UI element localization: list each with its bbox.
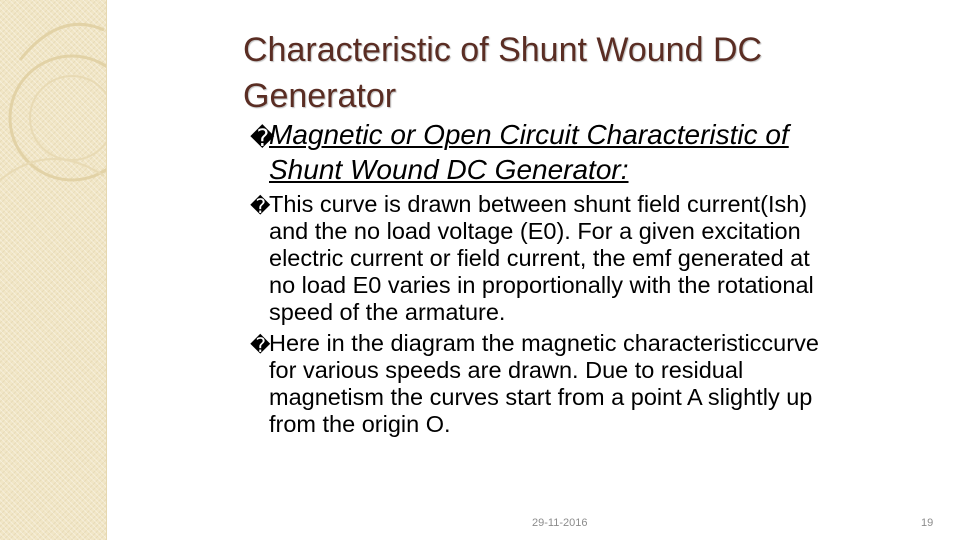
bullet-glyph-icon: �: [250, 194, 271, 218]
slide-title: Characteristic of Shunt Wound DC Generator: [243, 31, 763, 115]
bullet-item: [250, 191, 830, 326]
slide-content: [250, 117, 830, 438]
footer-date: 29-11-2016: [532, 517, 588, 529]
bullet-subheading: [250, 117, 830, 187]
bullet-glyph-icon: �: [250, 124, 275, 152]
decorative-swirl-icon: [0, 0, 106, 540]
bullet-item: [250, 330, 830, 438]
bullet-text: This curve is drawn between shunt field current(Ish) and the no load voltage (E0). For a given excitation electric current or field current, the emf generated at no load E0 varies in proportionally with the rotational speed of the armature.: [269, 191, 814, 325]
bullet-glyph-icon: �: [250, 333, 271, 357]
bullet-text: Here in the diagram the magnetic characteristiccurve for various speeds are drawn. Due to residual magnetism the curves start from a point A slightly up from the origin O.: [269, 330, 819, 437]
subheading-text: Magnetic or Open Circuit Characteristic of Shunt Wound DC Generator:: [269, 119, 789, 185]
decorative-side-strip: [0, 0, 107, 540]
page-number: 19: [921, 517, 934, 529]
